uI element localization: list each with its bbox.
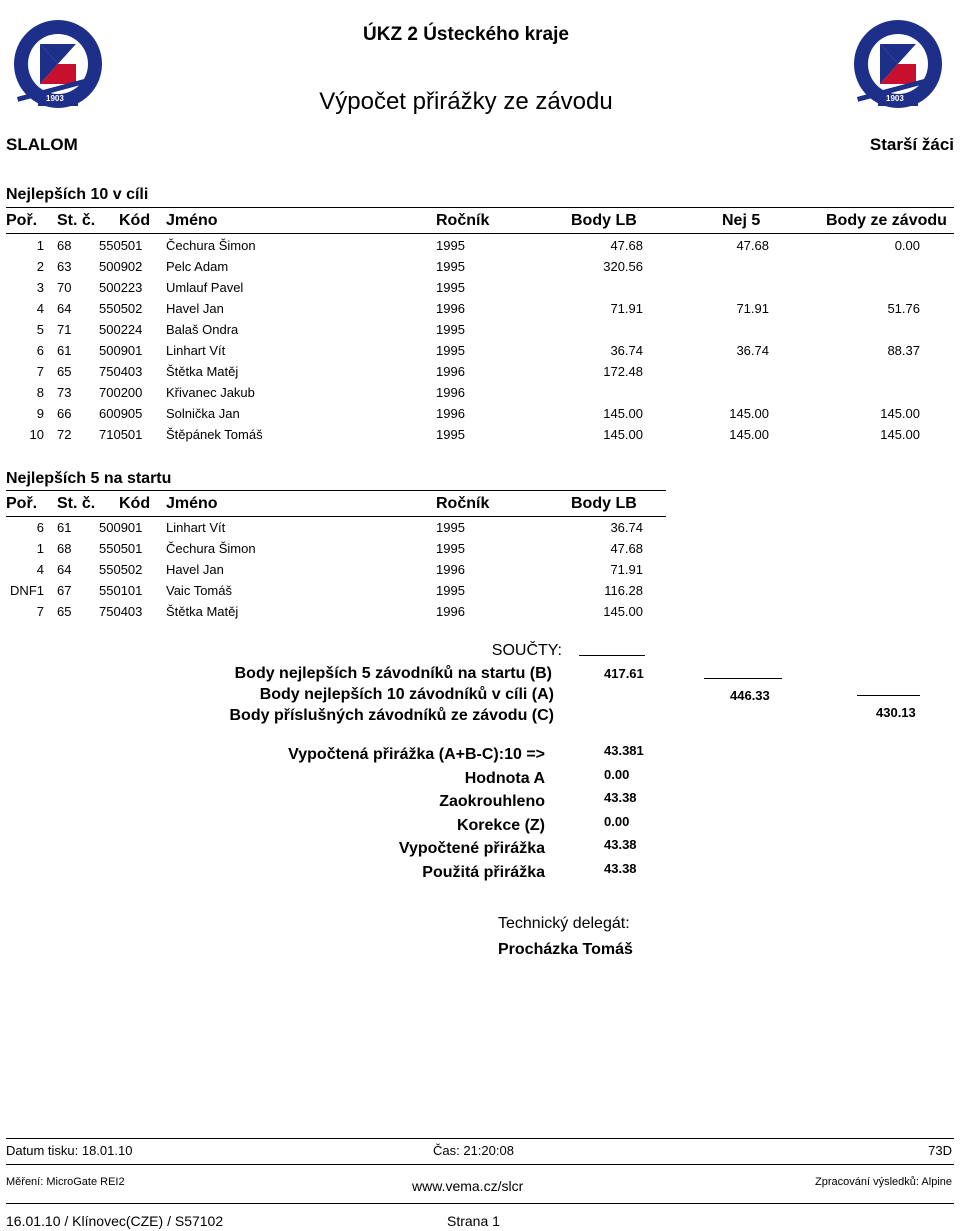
page-subtitle: Výpočet přirážky ze závodu: [319, 88, 613, 115]
row-bib: 68: [57, 238, 72, 253]
row-name: Solnička Jan: [166, 406, 240, 421]
row-year: 1995: [436, 238, 465, 253]
row-code: 550502: [99, 301, 143, 316]
calc-label: Použitá přirážka: [422, 864, 545, 881]
calc-label: Zaokrouhleno: [439, 793, 545, 811]
row-code: 700200: [99, 385, 143, 400]
sum-label-a: Body nejlepších 10 závodníků v cíli (A): [259, 686, 554, 703]
row-year: 1996: [436, 604, 465, 619]
race-info: 16.01.10 / Klínovec(CZE) / S57102: [6, 1213, 224, 1229]
website-link[interactable]: www.vema.cz/slcr: [412, 1178, 524, 1194]
row-bib: 65: [57, 364, 72, 379]
row-year: 1996: [436, 385, 465, 400]
footer-divider: [6, 1138, 954, 1139]
col-rank: Poř.: [6, 212, 38, 229]
row-year: 1996: [436, 562, 465, 577]
row-body-lb: 47.68: [610, 541, 643, 556]
row-bib: 71: [57, 322, 72, 337]
row-name: Štěpánek Tomáš: [166, 427, 263, 442]
row-nej5: 47.68: [736, 238, 769, 253]
row-code: 550101: [99, 583, 143, 598]
row-name: Linhart Vít: [166, 343, 226, 358]
col-code: Kód: [119, 212, 151, 229]
calc-value: 0.00: [604, 813, 630, 829]
timing-info: Měření: MicroGate REI2: [6, 1176, 125, 1188]
sum-value-c: 430.13: [876, 705, 916, 720]
row-year: 1996: [436, 364, 465, 379]
footer-divider: [6, 1203, 954, 1204]
row-body-lb: 71.91: [610, 301, 643, 316]
row-nej5: 145.00: [729, 427, 769, 442]
row-nej5: 145.00: [729, 406, 769, 421]
row-rank: 2: [36, 259, 44, 274]
calc-value: 43.38: [604, 790, 637, 806]
row-bib: 67: [57, 583, 72, 598]
row-name: Umlauf Pavel: [166, 280, 244, 295]
row-body-lb: 145.00: [603, 406, 643, 421]
row-body-lb: 36.74: [610, 520, 643, 535]
sum-line-b: [579, 655, 645, 656]
row-name: Čechura Šimon: [166, 238, 256, 253]
row-year: 1996: [436, 301, 465, 316]
delegate-name: Procházka Tomáš: [498, 941, 633, 958]
row-year: 1995: [436, 520, 465, 535]
calc-value: 43.38: [604, 861, 637, 876]
row-code: 550502: [99, 562, 143, 577]
row-body-zavod: 51.76: [887, 301, 920, 316]
row-rank: 6: [36, 520, 44, 535]
row-rank: 1: [36, 541, 44, 556]
row-name: Linhart Vít: [166, 520, 226, 535]
row-name: Čechura Šimon: [166, 541, 256, 556]
row-year: 1995: [436, 343, 465, 358]
logo-year: 1903: [46, 94, 64, 103]
row-name: Štětka Matěj: [166, 364, 239, 379]
calc-value: 43.381: [604, 743, 644, 758]
sum-value-a: 446.33: [730, 688, 770, 703]
row-code: 500902: [99, 259, 143, 274]
row-code: 500901: [99, 520, 143, 535]
col-bib: St. č.: [57, 212, 96, 229]
col-body-zavod: Body ze závodu: [826, 212, 947, 229]
row-rank: 6: [36, 343, 44, 358]
row-rank: 3: [36, 280, 44, 295]
row-rank: 7: [36, 604, 44, 619]
row-bib: 61: [57, 343, 72, 358]
row-name: Štětka Matěj: [166, 604, 239, 619]
row-year: 1996: [436, 406, 465, 421]
sum-line-a: [704, 678, 782, 679]
row-name: Pelc Adam: [166, 259, 229, 274]
page-title: ÚKZ 2 Ústeckého kraje: [363, 24, 569, 45]
sum-label-c: Body příslušných závodníků ze závodu (C): [229, 707, 554, 724]
row-body-lb: 47.68: [610, 238, 643, 253]
print-date: Datum tisku: 18.01.10: [6, 1143, 133, 1158]
row-year: 1995: [436, 427, 465, 442]
calc-label: Hodnota A: [464, 769, 545, 787]
delegate-label: Technický delegát:: [498, 915, 630, 932]
row-code: 600905: [99, 406, 143, 421]
row-year: 1995: [436, 583, 465, 598]
row-code: 750403: [99, 364, 143, 379]
divider: [6, 516, 666, 517]
col-name: Jméno: [166, 495, 218, 512]
row-rank: 5: [36, 322, 44, 337]
divider: [6, 207, 954, 208]
row-body-lb: 36.74: [610, 343, 643, 358]
row-name: Křivanec Jakub: [166, 385, 255, 400]
divider: [6, 233, 954, 234]
row-body-lb: 172.48: [603, 364, 643, 379]
row-body-lb: 71.91: [610, 562, 643, 577]
row-bib: 68: [57, 541, 72, 556]
sum-value-b: 417.61: [604, 666, 644, 681]
row-bib: 63: [57, 259, 72, 274]
row-rank: 8: [36, 385, 44, 400]
col-bib: St. č.: [57, 495, 96, 512]
row-year: 1995: [436, 259, 465, 274]
section2-title: Nejlepších 5 na startu: [6, 470, 172, 487]
row-rank: 9: [36, 406, 44, 421]
row-bib: 61: [57, 520, 72, 535]
page-number: Strana 1: [447, 1213, 500, 1229]
row-name: Havel Jan: [166, 562, 224, 577]
discipline: SLALOM: [6, 135, 78, 154]
row-code: 710501: [99, 427, 143, 442]
col-body-lb: Body LB: [571, 212, 637, 229]
category: Starší žáci: [869, 135, 954, 154]
row-code: 550501: [99, 541, 143, 556]
row-rank: 10: [29, 427, 44, 442]
row-rank: 7: [36, 364, 44, 379]
calc-value: 43.38: [604, 837, 637, 853]
calc-label: Vypočtená přirážka (A+B-C):10 =>: [288, 746, 545, 763]
row-code: 750403: [99, 604, 143, 619]
calc-label: Korekce (Z): [456, 816, 545, 834]
row-code: 500901: [99, 343, 143, 358]
col-nej5: Nej 5: [722, 212, 761, 229]
totals-heading: SOUČTY:: [491, 642, 562, 659]
row-nej5: 71.91: [736, 301, 769, 316]
report-code: 73D: [928, 1143, 952, 1158]
row-body-zavod: 88.37: [887, 343, 920, 358]
row-bib: 66: [57, 406, 72, 421]
row-body-lb: 116.28: [604, 583, 643, 598]
row-name: Balaš Ondra: [166, 322, 239, 337]
col-year: Ročník: [436, 495, 490, 512]
row-rank: DNF1: [10, 583, 44, 598]
logo-year: 1903: [886, 94, 904, 103]
processing-info: Zpracování výsledků: Alpine: [815, 1176, 952, 1188]
calc-value: 0.00: [604, 766, 630, 782]
row-rank: 4: [36, 562, 44, 577]
row-code: 550501: [99, 238, 143, 253]
sum-label-b: Body nejlepších 5 závodníků na startu (B): [234, 665, 552, 682]
row-bib: 65: [57, 604, 72, 619]
sum-line-c: [857, 695, 920, 696]
print-time: Čas: 21:20:08: [433, 1143, 514, 1158]
row-body-zavod: 145.00: [880, 427, 920, 442]
row-year: 1995: [436, 280, 465, 295]
row-bib: 73: [57, 385, 72, 400]
row-code: 500224: [99, 322, 143, 337]
col-rank: Poř.: [6, 495, 38, 512]
row-body-lb: 145.00: [603, 604, 643, 619]
col-name: Jméno: [166, 212, 218, 229]
row-body-lb: 320.56: [603, 259, 643, 274]
row-year: 1995: [436, 541, 465, 556]
col-body-lb: Body LB: [571, 495, 637, 512]
row-body-zavod: 0.00: [894, 238, 920, 253]
calc-label: Vypočtené přirážka: [398, 840, 545, 858]
col-year: Ročník: [436, 212, 490, 229]
row-body-lb: 145.00: [603, 427, 643, 442]
row-code: 500223: [99, 280, 143, 295]
row-nej5: 36.74: [736, 343, 769, 358]
footer-divider: [6, 1164, 954, 1165]
row-rank: 4: [36, 301, 44, 316]
row-rank: 1: [36, 238, 44, 253]
divider: [6, 490, 666, 491]
col-code: Kód: [119, 495, 151, 512]
row-bib: 70: [57, 280, 72, 295]
row-bib: 72: [57, 427, 72, 442]
row-name: Vaic Tomáš: [166, 583, 232, 598]
row-year: 1995: [436, 322, 465, 337]
row-bib: 64: [57, 562, 72, 577]
row-name: Havel Jan: [166, 301, 224, 316]
row-body-zavod: 145.00: [880, 406, 920, 421]
section1-title: Nejlepších 10 v cíli: [6, 186, 149, 203]
row-bib: 64: [57, 301, 72, 316]
